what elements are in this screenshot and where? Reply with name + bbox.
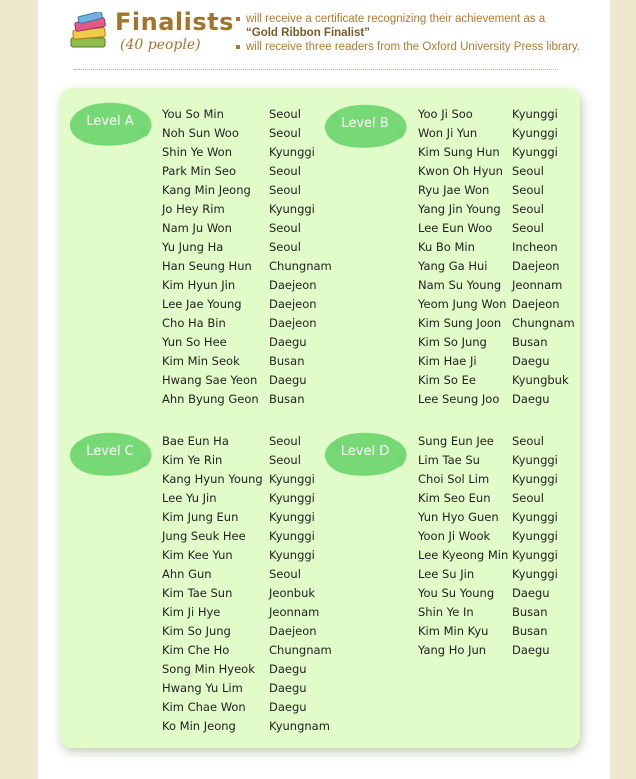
finalist-name: Ahn Gun (162, 567, 212, 581)
finalist-city: Daegu (512, 354, 550, 368)
finalist-city: Daegu (269, 681, 307, 695)
finalist-city: Kyunggi (512, 567, 558, 581)
level-label: Level B (341, 116, 389, 131)
level-label: Level A (86, 114, 134, 129)
finalist-name: Yang Ho Jun (418, 643, 487, 657)
finalist-name: Kim Min Seok (162, 354, 240, 368)
stacked-books-icon (68, 12, 110, 50)
award-notes (236, 12, 606, 54)
page-title: Finalists (115, 8, 234, 36)
finalist-name: Kim Hae Ji (418, 354, 477, 368)
level-c-badge (68, 432, 152, 476)
finalist-name: Hwang Yu Lim (162, 681, 243, 695)
finalist-city: Kyunggi (269, 491, 315, 505)
finalist-name: Lee Jae Young (162, 297, 242, 311)
finalist-name: Yeom Jung Won (418, 297, 507, 311)
finalist-name: Shin Ye Won (162, 145, 232, 159)
finalist-name: Yu Jung Ha (162, 240, 224, 254)
finalist-city: Kyunggi (269, 510, 315, 524)
finalist-city: Daegu (269, 373, 307, 387)
finalist-city: Busan (269, 354, 305, 368)
finalist-name: Kim Sung Hun (418, 145, 500, 159)
finalist-name: You So Min (162, 107, 224, 121)
finalist-city: Kyunggi (269, 472, 315, 486)
page-subtitle: (40 people) (120, 37, 201, 53)
finalist-name: Kim Ye Rin (162, 453, 223, 467)
finalist-city: Daejeon (269, 624, 317, 638)
finalist-name: Sung Eun Jee (418, 434, 494, 448)
finalist-city: Seoul (512, 164, 544, 178)
finalist-city: Seoul (512, 221, 544, 235)
finalist-name: Kim Kee Yun (162, 548, 233, 562)
finalist-name: Kim Che Ho (162, 643, 230, 657)
finalist-city: Kyunggi (512, 472, 558, 486)
finalist-city: Daegu (512, 643, 550, 657)
finalist-name: Kang Hyun Young (162, 472, 263, 486)
finalist-city: Busan (512, 605, 548, 619)
finalist-name: Kim So Ee (418, 373, 476, 387)
level-b-badge (323, 104, 407, 148)
finalist-city: Seoul (269, 240, 301, 254)
level-d-badge (323, 432, 407, 476)
finalist-city: Kyunggi (512, 453, 558, 467)
finalist-name: Yun So Hee (162, 335, 227, 349)
finalist-name: You Su Young (418, 586, 495, 600)
finalist-city: Daegu (512, 392, 550, 406)
finalist-name: Yun Hyo Guen (418, 510, 499, 524)
finalist-name: Won Ji Yun (418, 126, 478, 140)
page (38, 0, 610, 779)
finalist-city: Seoul (269, 453, 301, 467)
finalist-city: Seoul (269, 164, 301, 178)
finalist-name: Ko Min Jeong (162, 719, 236, 733)
finalist-name: Kwon Oh Hyun (418, 164, 503, 178)
finalist-name: Lee Eun Woo (418, 221, 493, 235)
finalist-city: Kyunggi (512, 510, 558, 524)
note-readers (236, 40, 606, 54)
finalist-city: Chungnam (512, 316, 575, 330)
finalist-name: Kim Jung Eun (162, 510, 239, 524)
finalist-name: Kang Min Jeong (162, 183, 251, 197)
finalist-city: Seoul (269, 183, 301, 197)
finalist-name: Kim So Jung (418, 335, 487, 349)
finalist-city: Seoul (512, 491, 544, 505)
finalist-name: Ryu Jae Won (418, 183, 490, 197)
finalist-name: Ku Bo Min (418, 240, 475, 254)
bullet-icon (236, 45, 240, 49)
finalist-name: Yoo Ji Soo (418, 107, 473, 121)
finalist-city: Seoul (269, 221, 301, 235)
finalist-name: Hwang Sae Yeon (162, 373, 258, 387)
finalist-name: Jo Hey Rim (162, 202, 225, 216)
finalist-city: Daejeon (512, 259, 560, 273)
level-a-badge (68, 102, 152, 146)
finalist-city: Kyunggi (512, 548, 558, 562)
finalist-name: Song Min Hyeok (162, 662, 255, 676)
finalist-name: Kim So Jung (162, 624, 231, 638)
finalist-city: Kyunggi (512, 107, 558, 121)
finalist-city: Daejeon (512, 297, 560, 311)
finalist-city: Seoul (512, 183, 544, 197)
finalist-name: Kim Sung Joon (418, 316, 502, 330)
dotted-divider (74, 69, 558, 70)
finalist-city: Kyunggi (269, 145, 315, 159)
finalist-name: Cho Ha Bin (162, 316, 226, 330)
finalist-city: Daejeon (269, 278, 317, 292)
finalist-city: Jeonnam (269, 605, 320, 619)
finalist-city: Chungnam (269, 259, 332, 273)
finalist-city: Daegu (269, 662, 307, 676)
finalist-city: Seoul (512, 202, 544, 216)
finalist-name: Nam Ju Won (162, 221, 232, 235)
finalist-name: Lee Yu Jin (162, 491, 217, 505)
finalist-city: Incheon (512, 240, 558, 254)
note-text: will receive a certificate recognizing their achievement as a (246, 13, 546, 25)
finalists-panel (60, 88, 580, 748)
finalist-name: Bae Eun Ha (162, 434, 229, 448)
finalist-name: Kim Hyun Jin (162, 278, 236, 292)
finalist-name: Kim Min Kyu (418, 624, 489, 638)
finalists-header (38, 0, 610, 80)
finalist-name: Yang Jin Young (418, 202, 501, 216)
finalist-city: Seoul (269, 126, 301, 140)
finalist-city: Kyunggi (512, 529, 558, 543)
finalist-city: Seoul (269, 107, 301, 121)
finalist-city: Daegu (512, 586, 550, 600)
level-label: Level C (86, 444, 134, 459)
finalist-city: Kyungbuk (512, 373, 569, 387)
finalist-city: Kyunggi (512, 145, 558, 159)
finalist-name: Jung Seuk Hee (162, 529, 246, 543)
bullet-icon (236, 17, 240, 21)
note-certificate (236, 12, 606, 40)
finalist-city: Seoul (269, 434, 301, 448)
finalist-city: Kyunggi (512, 126, 558, 140)
finalist-name: Lee Kyeong Min (418, 548, 509, 562)
finalist-name: Kim Chae Won (162, 700, 246, 714)
finalist-city: Jeonnam (512, 278, 563, 292)
finalist-name: Kim Seo Eun (418, 491, 491, 505)
finalist-city: Kyunggi (269, 548, 315, 562)
finalist-city: Kyunggi (269, 529, 315, 543)
finalist-city: Kyungnam (269, 719, 330, 733)
finalist-name: Lee Seung Joo (418, 392, 500, 406)
finalist-city: Seoul (269, 567, 301, 581)
level-label: Level D (340, 444, 390, 459)
finalist-city: Daegu (269, 700, 307, 714)
finalist-name: Kim Ji Hye (162, 605, 221, 619)
finalist-name: Noh Sun Woo (162, 126, 239, 140)
finalist-name: Yang Ga Hui (418, 259, 488, 273)
finalist-city: Daegu (269, 335, 307, 349)
finalist-city: Daejeon (269, 297, 317, 311)
finalist-city: Busan (269, 392, 305, 406)
finalist-name: Lee Su Jin (418, 567, 475, 581)
finalist-city: Chungnam (269, 643, 332, 657)
finalist-name: Ahn Byung Geon (162, 392, 259, 406)
note-text: will receive three readers from the Oxford University Press library. (246, 41, 581, 53)
finalist-city: Busan (512, 335, 548, 349)
finalist-name: Park Min Seo (162, 164, 236, 178)
finalist-name: Shin Ye In (418, 605, 474, 619)
finalist-city: Daejeon (269, 316, 317, 330)
finalist-name: Choi Sol Lim (418, 472, 490, 486)
finalist-name: Yoon Ji Wook (418, 529, 491, 543)
note-highlight: “Gold Ribbon Finalist” (246, 27, 370, 39)
finalist-city: Seoul (512, 434, 544, 448)
finalist-city: Busan (512, 624, 548, 638)
finalist-name: Kim Tae Sun (162, 586, 233, 600)
finalist-name: Lim Tae Su (418, 453, 480, 467)
finalist-name: Nam Su Young (418, 278, 502, 292)
finalist-city: Jeonbuk (269, 586, 316, 600)
finalist-city: Kyunggi (269, 202, 315, 216)
finalist-name: Han Seung Hun (162, 259, 252, 273)
